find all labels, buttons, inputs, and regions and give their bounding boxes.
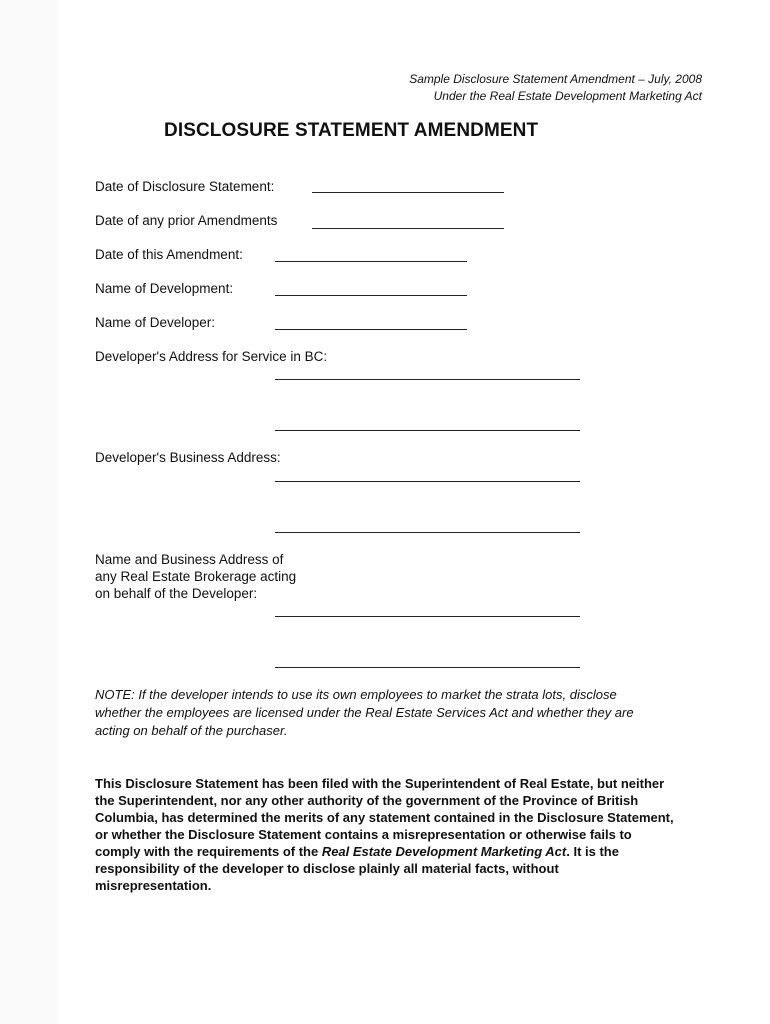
page-margin	[0, 0, 58, 1024]
field-line-name-developer[interactable]	[275, 329, 467, 330]
field-line-date-this[interactable]	[275, 261, 467, 262]
field-line-service-address-2[interactable]	[275, 430, 580, 431]
field-line-name-development[interactable]	[275, 295, 467, 296]
header-line-1: Sample Disclosure Statement Amendment – July, 2008	[409, 72, 702, 86]
label-business-address: Developer's Business Address:	[95, 450, 281, 465]
document-title: DISCLOSURE STATEMENT AMENDMENT	[164, 120, 539, 141]
label-date-prior: Date of any prior Amendments	[95, 213, 278, 228]
statement-act-name: Real Estate Development Marketing Act	[321, 844, 567, 859]
label-brokerage-line-1: Name and Business Address of	[95, 552, 284, 567]
label-name-development: Name of Development:	[95, 281, 234, 296]
field-line-service-address-1[interactable]	[275, 379, 580, 380]
note-paragraph: NOTE: If the developer intends to use its own employees to market the strata lots, disclose whether the employees are licensed under the Real Estate Services Act and whether they are acting on behalf of the purchaser.	[95, 687, 634, 738]
label-brokerage-line-3: on behalf of the Developer:	[95, 586, 258, 601]
label-date-disclosure: Date of Disclosure Statement:	[95, 179, 275, 194]
label-service-address: Developer's Address for Service in BC:	[95, 349, 328, 364]
label-name-developer: Name of Developer:	[95, 315, 216, 330]
field-line-date-disclosure[interactable]	[312, 192, 504, 193]
field-line-business-address-1[interactable]	[275, 481, 580, 482]
label-brokerage-line-2: any Real Estate Brokerage acting	[95, 569, 297, 584]
field-line-business-address-2[interactable]	[275, 532, 580, 533]
field-line-brokerage-2[interactable]	[275, 667, 580, 668]
statement-paragraph	[95, 775, 675, 894]
label-date-this: Date of this Amendment:	[95, 247, 243, 262]
statement-text-1: This Disclosure Statement has been filed with the Superintendent of Real Estate, but neither the Superintendent, nor any other authority of the government of the Province of British Columbia, has determined the merits of any statement contained in the Disclosure Statement, or whether the Disclosure Statement contains a misrepresentation or otherwise fails to comply with the requirements of the	[95, 776, 674, 859]
statement-text-2: . It is the responsibility of the developer to disclose plainly all material facts, without misrepresentation.	[95, 844, 619, 893]
field-line-brokerage-1[interactable]	[275, 616, 580, 617]
field-line-date-prior[interactable]	[312, 228, 504, 229]
header-line-2: Under the Real Estate Development Marketing Act	[433, 89, 702, 103]
